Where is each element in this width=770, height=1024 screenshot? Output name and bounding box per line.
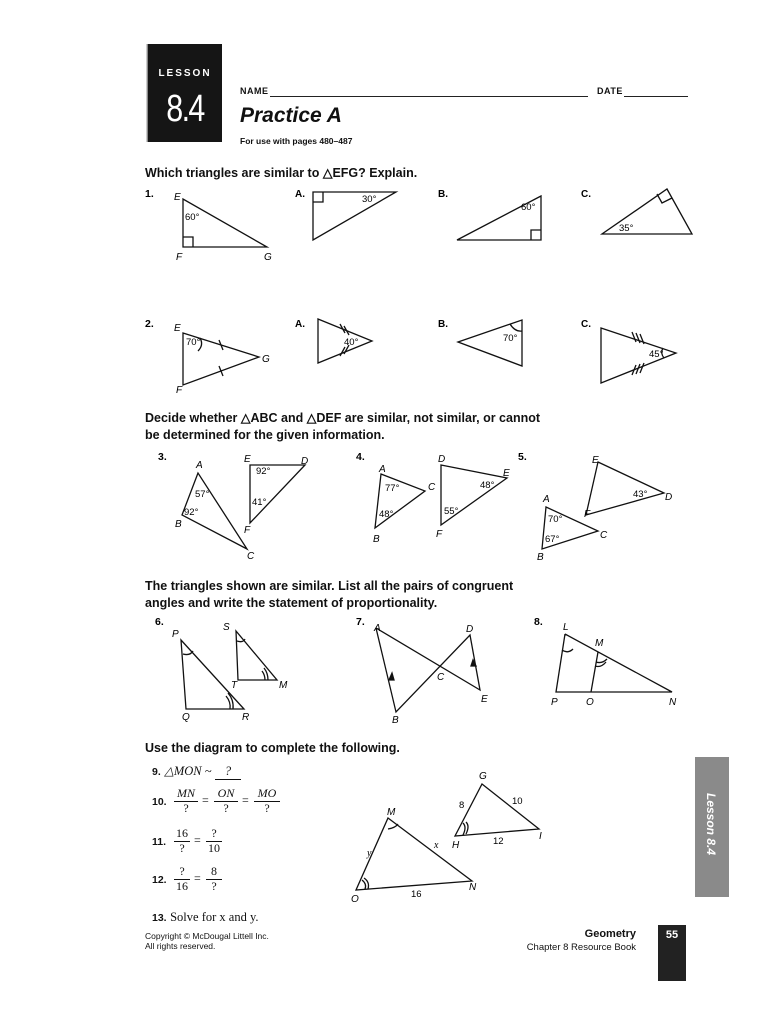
q10-den3[interactable]: ? (264, 801, 270, 815)
problem6-triangle-pqr (181, 640, 244, 709)
diagram-triangle-ghi (455, 784, 539, 836)
p3-label-e: E (244, 454, 251, 465)
diagram-var-y: y (367, 848, 372, 859)
diagram-triangle-mon (356, 818, 472, 890)
q11-num2[interactable]: ? (206, 826, 222, 842)
p2b-angle: 70° (503, 333, 518, 344)
diagram-label-h: H (452, 840, 460, 851)
problem7-figure (376, 628, 480, 712)
name-label: NAME (240, 86, 269, 96)
p3-label-b: B (175, 519, 182, 530)
p2-label-f: F (176, 385, 183, 396)
side-tab-label: Lesson 8.4 (704, 792, 718, 856)
p3-angle-e: 92° (256, 466, 271, 477)
p5-number: 5. (518, 451, 527, 463)
p4-angle-e: 48° (480, 480, 495, 491)
p2-label-g: G (262, 354, 270, 365)
q10-num1: MN (174, 786, 198, 802)
diagram-var-x: x (434, 840, 439, 851)
p1-angle: 60° (185, 212, 200, 223)
copyright-line2: All rights reserved. (145, 941, 216, 951)
problem1-triangle-efg (183, 199, 267, 247)
side-tab (695, 757, 729, 897)
p7-label-b: B (392, 715, 399, 726)
p3-label-a: A (196, 460, 203, 471)
problem2-choice-c-triangle (601, 328, 676, 383)
q13-text: Solve for x and y. (170, 910, 259, 924)
p3-label-d: D (301, 456, 309, 467)
q10-eq1: = (202, 793, 209, 807)
p5-angle-b: 67° (545, 534, 560, 545)
p5-label-d: D (665, 492, 673, 503)
p6-label-t: T (231, 680, 238, 691)
diagram-side-gh: 8 (459, 800, 465, 811)
p1-label-f: F (176, 252, 183, 263)
p4-angle-b: 48° (379, 509, 394, 520)
q12-eq: = (194, 871, 201, 885)
p2-number: 2. (145, 318, 154, 330)
q10-den1[interactable]: ? (183, 801, 189, 815)
p7-number: 7. (356, 616, 365, 628)
q9-lhs: △MON ~ (164, 764, 212, 778)
q12-number: 12. (152, 874, 167, 886)
p8-label-p: P (551, 697, 558, 708)
question-9 (152, 763, 241, 780)
p5-label-a: A (543, 494, 550, 505)
resource-book: Chapter 8 Resource Book (526, 942, 636, 953)
p3-angle-b: 92° (184, 507, 199, 518)
p5-label-c: C (600, 530, 608, 541)
p5-angle-d: 43° (633, 489, 648, 500)
page-number: 55 (665, 929, 679, 941)
p7-label-c: C (437, 672, 445, 683)
p2-choice-b: B. (438, 319, 448, 330)
lesson-number: 8.4 (166, 88, 204, 130)
p6-label-m: M (279, 680, 288, 691)
p1-choice-b: B. (438, 189, 448, 200)
p8-label-m: M (595, 638, 604, 649)
problem5-triangle-def (586, 462, 664, 515)
p2-choice-a: A. (295, 319, 305, 330)
p5-label-b: B (537, 552, 544, 563)
p4-label-c: C (428, 482, 436, 493)
p8-label-o: O (586, 697, 594, 708)
diagram-side-gi: 10 (512, 796, 523, 807)
p7-label-e: E (481, 694, 488, 705)
problem8-figure (556, 634, 672, 692)
p6-label-p: P (172, 629, 179, 640)
section2-prompt-line2: be determined for the given information. (145, 428, 385, 442)
diagram-label-i: I (539, 831, 542, 842)
section1-prompt: Which triangles are similar to △EFG? Explain. (145, 166, 418, 180)
p1-label-e: E (174, 192, 181, 203)
p4-label-b: B (373, 534, 380, 545)
p1b-angle: 60° (521, 202, 536, 213)
p1-number: 1. (145, 188, 154, 200)
question-13 (152, 910, 259, 925)
p5-angle-a: 70° (548, 514, 563, 525)
p3-angle-f: 41° (252, 497, 267, 508)
p1c-angle: 35° (619, 223, 634, 234)
q11-number: 11. (152, 836, 167, 848)
p2a-angle: 40° (344, 337, 359, 348)
p3-label-c: C (247, 551, 255, 562)
p1-choice-c: C. (581, 189, 591, 200)
q10-eq2: = (242, 793, 249, 807)
problem6-triangle-stm (236, 631, 277, 680)
q10-number: 10. (152, 796, 167, 808)
q10-num2: ON (214, 786, 238, 802)
p8-label-l: L (563, 622, 569, 633)
problem1-choice-a-triangle (313, 192, 396, 240)
diagram-label-m: M (387, 807, 396, 818)
p1a-angle: 30° (362, 194, 377, 205)
q9-blank[interactable]: ? (215, 764, 241, 780)
p6-label-s: S (223, 622, 230, 633)
section4-prompt: Use the diagram to complete the following. (145, 741, 400, 755)
p4-angle-f: 55° (444, 506, 459, 517)
q13-number: 13. (152, 912, 167, 924)
diagram-side-on: 16 (411, 889, 422, 900)
p6-label-q: Q (182, 712, 190, 723)
p4-label-a: A (379, 464, 386, 475)
diagram-label-o: O (351, 894, 359, 905)
p4-label-f: F (436, 529, 443, 540)
q11-num1: 16 (176, 826, 188, 840)
p2-choice-c: C. (581, 319, 591, 330)
q11-den2: 10 (208, 841, 220, 855)
problem1-choice-c-triangle (602, 189, 692, 234)
page-number-box (658, 925, 686, 981)
p6-label-r: R (242, 712, 250, 723)
p3-number: 3. (158, 451, 167, 463)
copyright (145, 931, 269, 951)
p5-label-e: E (592, 455, 599, 466)
p8-number: 8. (534, 616, 543, 628)
q12-den1: 16 (176, 879, 188, 893)
p7-label-d: D (466, 624, 474, 635)
p5-label-f: F (584, 509, 591, 520)
p4-number: 4. (356, 451, 365, 463)
diagram-label-g: G (479, 771, 487, 782)
p4-angle-a: 77° (385, 483, 400, 494)
p1-choice-a: A. (295, 189, 305, 200)
copyright-line1: Copyright © McDougal Littell Inc. (145, 931, 269, 941)
p2-label-e: E (174, 323, 181, 334)
book-title: Geometry (584, 928, 636, 940)
lesson-label: LESSON (158, 68, 212, 79)
p1-label-g: G (264, 252, 272, 263)
diagram-side-hi: 12 (493, 836, 504, 847)
q11-eq: = (194, 833, 201, 847)
p2-angle: 70° (186, 337, 201, 348)
q10-den2[interactable]: ? (223, 801, 229, 815)
q10-num3: MO (254, 786, 280, 802)
q11-den1[interactable]: ? (179, 841, 185, 855)
q9-number: 9. (152, 766, 161, 778)
p4-label-d: D (438, 454, 446, 465)
section3-prompt-line2: angles and write the statement of proportionality. (145, 596, 438, 610)
page-subtitle: For use with pages 480–487 (240, 136, 353, 146)
q12-num1[interactable]: ? (174, 864, 190, 880)
p6-number: 6. (155, 616, 164, 628)
p3-angle-a: 57° (195, 489, 210, 500)
page-title: Practice A (240, 104, 342, 127)
diagram-label-n: N (469, 882, 477, 893)
q12-den2[interactable]: ? (211, 879, 217, 893)
q12-num2: 8 (206, 864, 222, 880)
p2c-angle: 45° (649, 349, 664, 360)
date-label: DATE (597, 86, 623, 96)
p3-label-f: F (244, 525, 251, 536)
p4-label-e: E (503, 468, 510, 479)
section3-prompt-line1: The triangles shown are similar. List all the pairs of congruent (145, 579, 514, 593)
section2-prompt-line1: Decide whether △ABC and △DEF are similar, not similar, or cannot (145, 411, 541, 425)
p8-label-n: N (669, 697, 677, 708)
p7-label-a: A (374, 623, 381, 634)
